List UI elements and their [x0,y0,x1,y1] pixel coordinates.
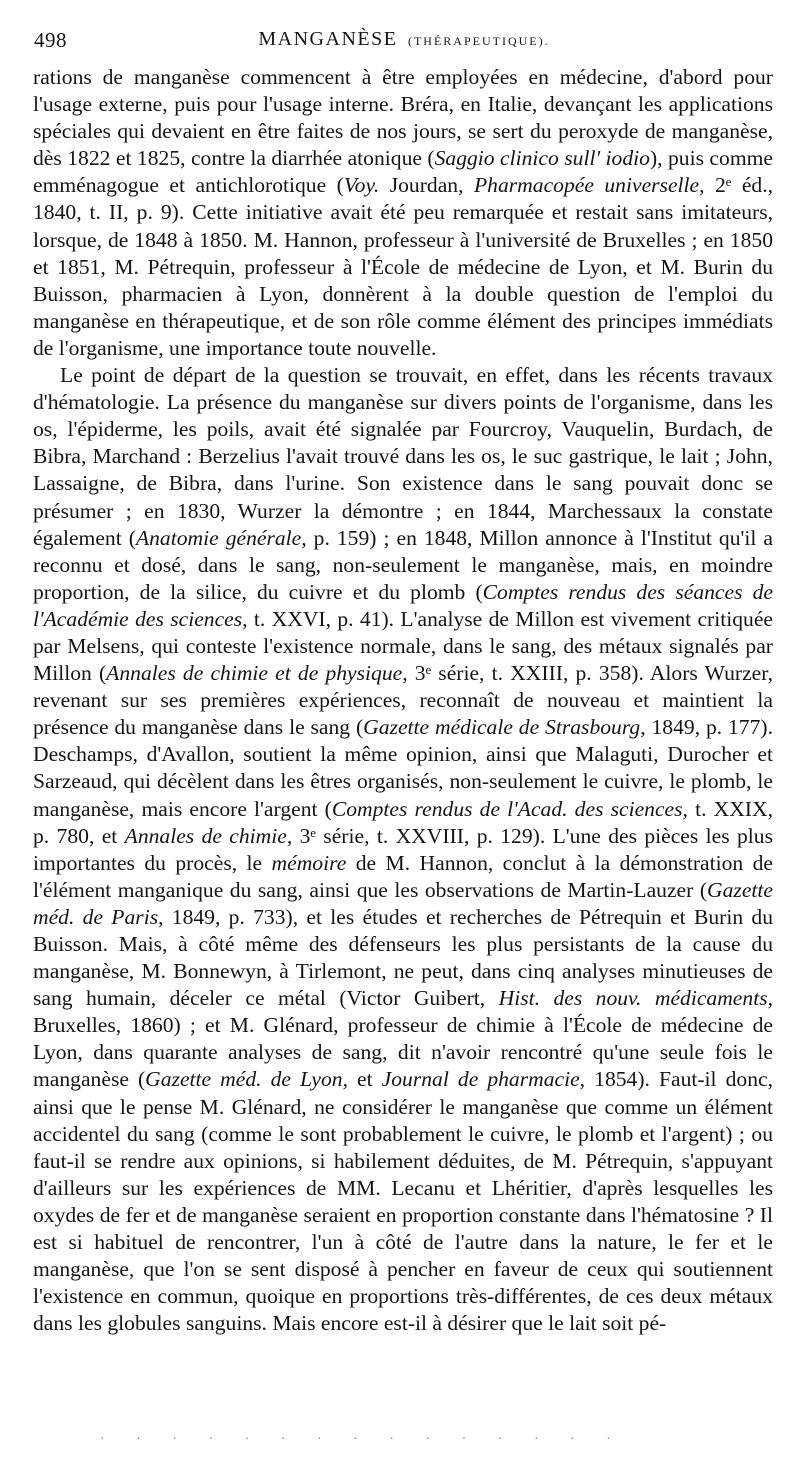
citation: Gazette méd. de Paris, [33,877,773,929]
text-run: t. XXIX, p. 780, et [33,796,773,848]
text-run: 1854). Faut-il donc, ainsi que le pense M. Glénard, ne considérer le manganèse que comme un élément accidentel du sang (comme le sont probablement le cuivre, le plomb et l'argent) ; ou faut-il se rendre aux opinions, si habilement déduites, de M. Pétrequin, s'appuyant d'ailleurs sur les expériences de MM. Lecanu et Lhéritier, d'après lesquelles les oxydes de fer et de manganèse seraient en proportion constante dans l'hématosine ? Il est si habituel de rencontrer, l'un à côté de l'autre dans la nature, le fer et le manganèse, que l'on se sent disposé à pencher en faveur de ceux qui soutiennent l'existence en commun, quoique en proportions très-différentes, de ces deux métaux dans les globules sanguins. Mais encore est-il à désirer que le lait soit pé- [33,1067,773,1336]
citation: Journal de pharmacie, [381,1067,586,1092]
running-title-sub: (THÉRAPEUTIQUE). [407,34,550,48]
citation: Annales de chimie et de physique, [106,661,408,686]
running-title [34,28,774,51]
citation: Pharmacopée universelle, [473,173,705,198]
citation: Voy. [343,173,380,198]
citation: Gazette médicale de Strasbourg, [363,715,646,740]
citation: Anatomie générale, [135,525,307,550]
text-run: p. 159) ; en 1848, Millon annonce à l'Institut qu'il a reconnu et dosé, dans le sang, non-seulement le manganèse, mais, en moindre proportion, de la silice, du cuivre et du plomb ( [33,525,773,604]
text-run: Bruxelles, 1860) ; et M. Glénard, professeur de chimie à l'École de médecine de Lyon, dans quarante analyses de sang, dit n'avoir rencontré qu'une seule fois le manganèse ( [33,1013,773,1092]
citation: mémoire [271,850,347,875]
text-run: Jourdan, [379,173,474,198]
citation: Gazette méd. de Lyon, [145,1067,348,1092]
text-run: Le point de départ de la question se trouvait, en effet, dans les récents travaux d'hématologie. La présence du manganèse sur divers points de l'organisme, dans les os, l'épiderme, les poils, avait été signalée par Fourcroy, Vauquelin, Burdach, de Bibra, Marchand : Berzelius l'avait trouvé dans les os, le suc gastrique, le lait ; John, Lassaigne, de Bibra, dans l'urine. Son existence dans le sang pouvait donc se présumer ; en 1830, Wurzer la démontre ; en 1844, Marchessaux la constate également ( [33,363,773,550]
page-header [34,28,774,58]
paragraph-2 [33,362,773,1337]
text-run: 3ᵉ série, t. XXVIII, p. 129). L'une des pièces les plus importantes du procès, le [33,823,773,875]
running-title-main: MANGANÈSE [258,28,398,50]
citation: Saggio clinico sull' iodio [434,146,650,171]
citation: Comptes rendus de l'Acad. des sciences, [331,796,688,821]
text-run: 1849, p. 177). Deschamps, d'Avallon, soutient la même opinion, ainsi que Malaguti, Durocher et Sarzeaud, qui décèlent dans les êtres organisés, non-seulement le cuivre, le plomb, le manganèse, mais encore l'argent ( [33,715,773,821]
text-run: t. XXVI, p. 41). L'analyse de Millon est vivement critiquée par Melsens, qui conteste l'existence normale, dans le sang, des métaux signalés par Millon ( [33,606,774,686]
citation: Hist. des nouv. médicaments, [498,986,773,1011]
citation: Comptes rendus des séances de l'Académie des sciences, [33,579,773,631]
citation: Annales de chimie, [124,823,293,848]
text-run: 3ᵉ série, t. XXIII, p. 358). Alors Wurzer, revenant sur ses premières expériences, reconnaît de nouveau et maintient la présence du manganèse dans le sang ( [33,661,773,740]
body-text [33,64,773,1337]
text-run: 1849, p. 733), et les études et recherches de Pétrequin et Burin du Buisson. Mais, à côté même des défenseurs les plus persistants de la cause du manganèse, M. Bonnewyn, à Tirlemont, ne peut, dans cinq analyses minutieuses de sang humain, déceler ce métal (Victor Guibert, [33,904,773,1011]
page-number: 498 [34,28,67,52]
paragraph-1 [33,64,773,362]
text-run: rations de manganèse commencent à être employées en médecine, d'abord pour l'usage externe, puis pour l'usage interne. Bréra, en Italie, devançant les applications spéciales qui devaient en être faites de nos jours, se sert du peroxyde de manganèse, dès 1822 et 1825, contre la diarrhée atonique ( [33,65,773,171]
text-run: de M. Hannon, conclut à la démonstration de l'élément manganique du sang, ainsi que les observations de Martin-Lauzer ( [33,850,773,902]
text-run: 2ᵉ éd., 1840, t. II, p. 9). Cette initiative avait été peu remarquée et restait sans imitateurs, lorsque, de 1848 à 1850. M. Hannon, professeur à l'université de Bruxelles ; en 1850 et 1851, M. Pétrequin, professeur à l'École de médecine de Lyon, et M. Burin du Buisson, pharmacien à Lyon, donnèrent à la double question de l'emploi du manganèse en thérapeutique, et de son rôle comme élément des principes immédiats de l'organisme, une importance toute nouvelle. [33,173,774,360]
text-run: et [347,1067,382,1092]
text-run: ), puis comme emménagogue et antichlorotique ( [33,146,773,198]
scan-artifact-dots: · · · · · · · · · · · · · · · [100,1432,625,1447]
